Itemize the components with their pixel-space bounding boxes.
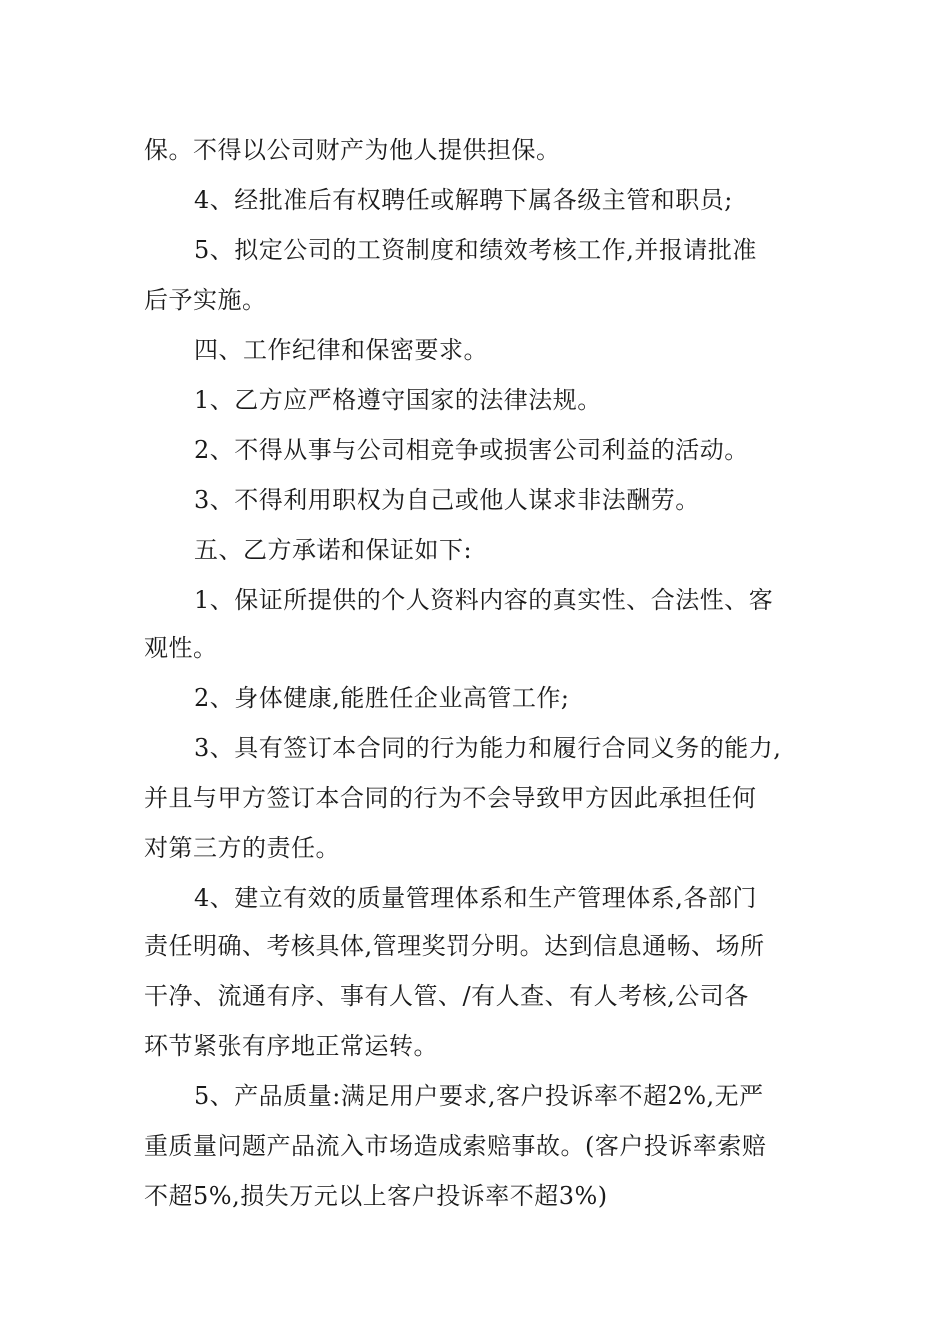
- text-line: 3、具有签订本合同的行为能力和履行合同义务的能力,: [194, 734, 782, 762]
- text-line: 2、身体健康,能胜任企业高管工作;: [194, 684, 570, 712]
- text-line: 后予实施。: [144, 286, 267, 314]
- text-line: 环节紧张有序地正常运转。: [144, 1032, 438, 1060]
- text-line: 1、保证所提供的个人资料内容的真实性、合法性、客: [194, 586, 774, 614]
- text-line: 对第三方的责任。: [144, 834, 340, 862]
- text-line: 责任明确、考核具体,管理奖罚分明。达到信息通畅、场所: [144, 932, 765, 960]
- text-line: 重质量问题产品流入市场造成索赔事故。(客户投诉率索赔: [144, 1132, 767, 1160]
- section-heading: 四、工作纪律和保密要求。: [194, 336, 488, 364]
- text-line: 1、乙方应严格遵守国家的法律法规。: [194, 386, 602, 414]
- section-heading: 五、乙方承诺和保证如下:: [194, 536, 473, 564]
- text-line: 4、建立有效的质量管理体系和生产管理体系,各部门: [194, 884, 757, 912]
- text-line: 5、产品质量:满足用户要求,客户投诉率不超2%,无严: [194, 1082, 764, 1110]
- text-line: 2、不得从事与公司相竞争或损害公司利益的活动。: [194, 436, 749, 464]
- text-line: 观性。: [144, 634, 218, 662]
- text-line: 干净、流通有序、事有人管、/有人查、有人考核,公司各: [144, 982, 749, 1010]
- text-line: 5、拟定公司的工资制度和绩效考核工作,并报请批准: [194, 236, 757, 264]
- text-line: 3、不得利用职权为自己或他人谋求非法酬劳。: [194, 486, 700, 514]
- text-line: 4、经批准后有权聘任或解聘下属各级主管和职员;: [194, 186, 733, 214]
- text-line: 保。不得以公司财产为他人提供担保。: [144, 136, 561, 164]
- text-line: 不超5%,损失万元以上客户投诉率不超3%): [144, 1182, 608, 1210]
- text-line: 并且与甲方签订本合同的行为不会导致甲方因此承担任何: [144, 784, 757, 812]
